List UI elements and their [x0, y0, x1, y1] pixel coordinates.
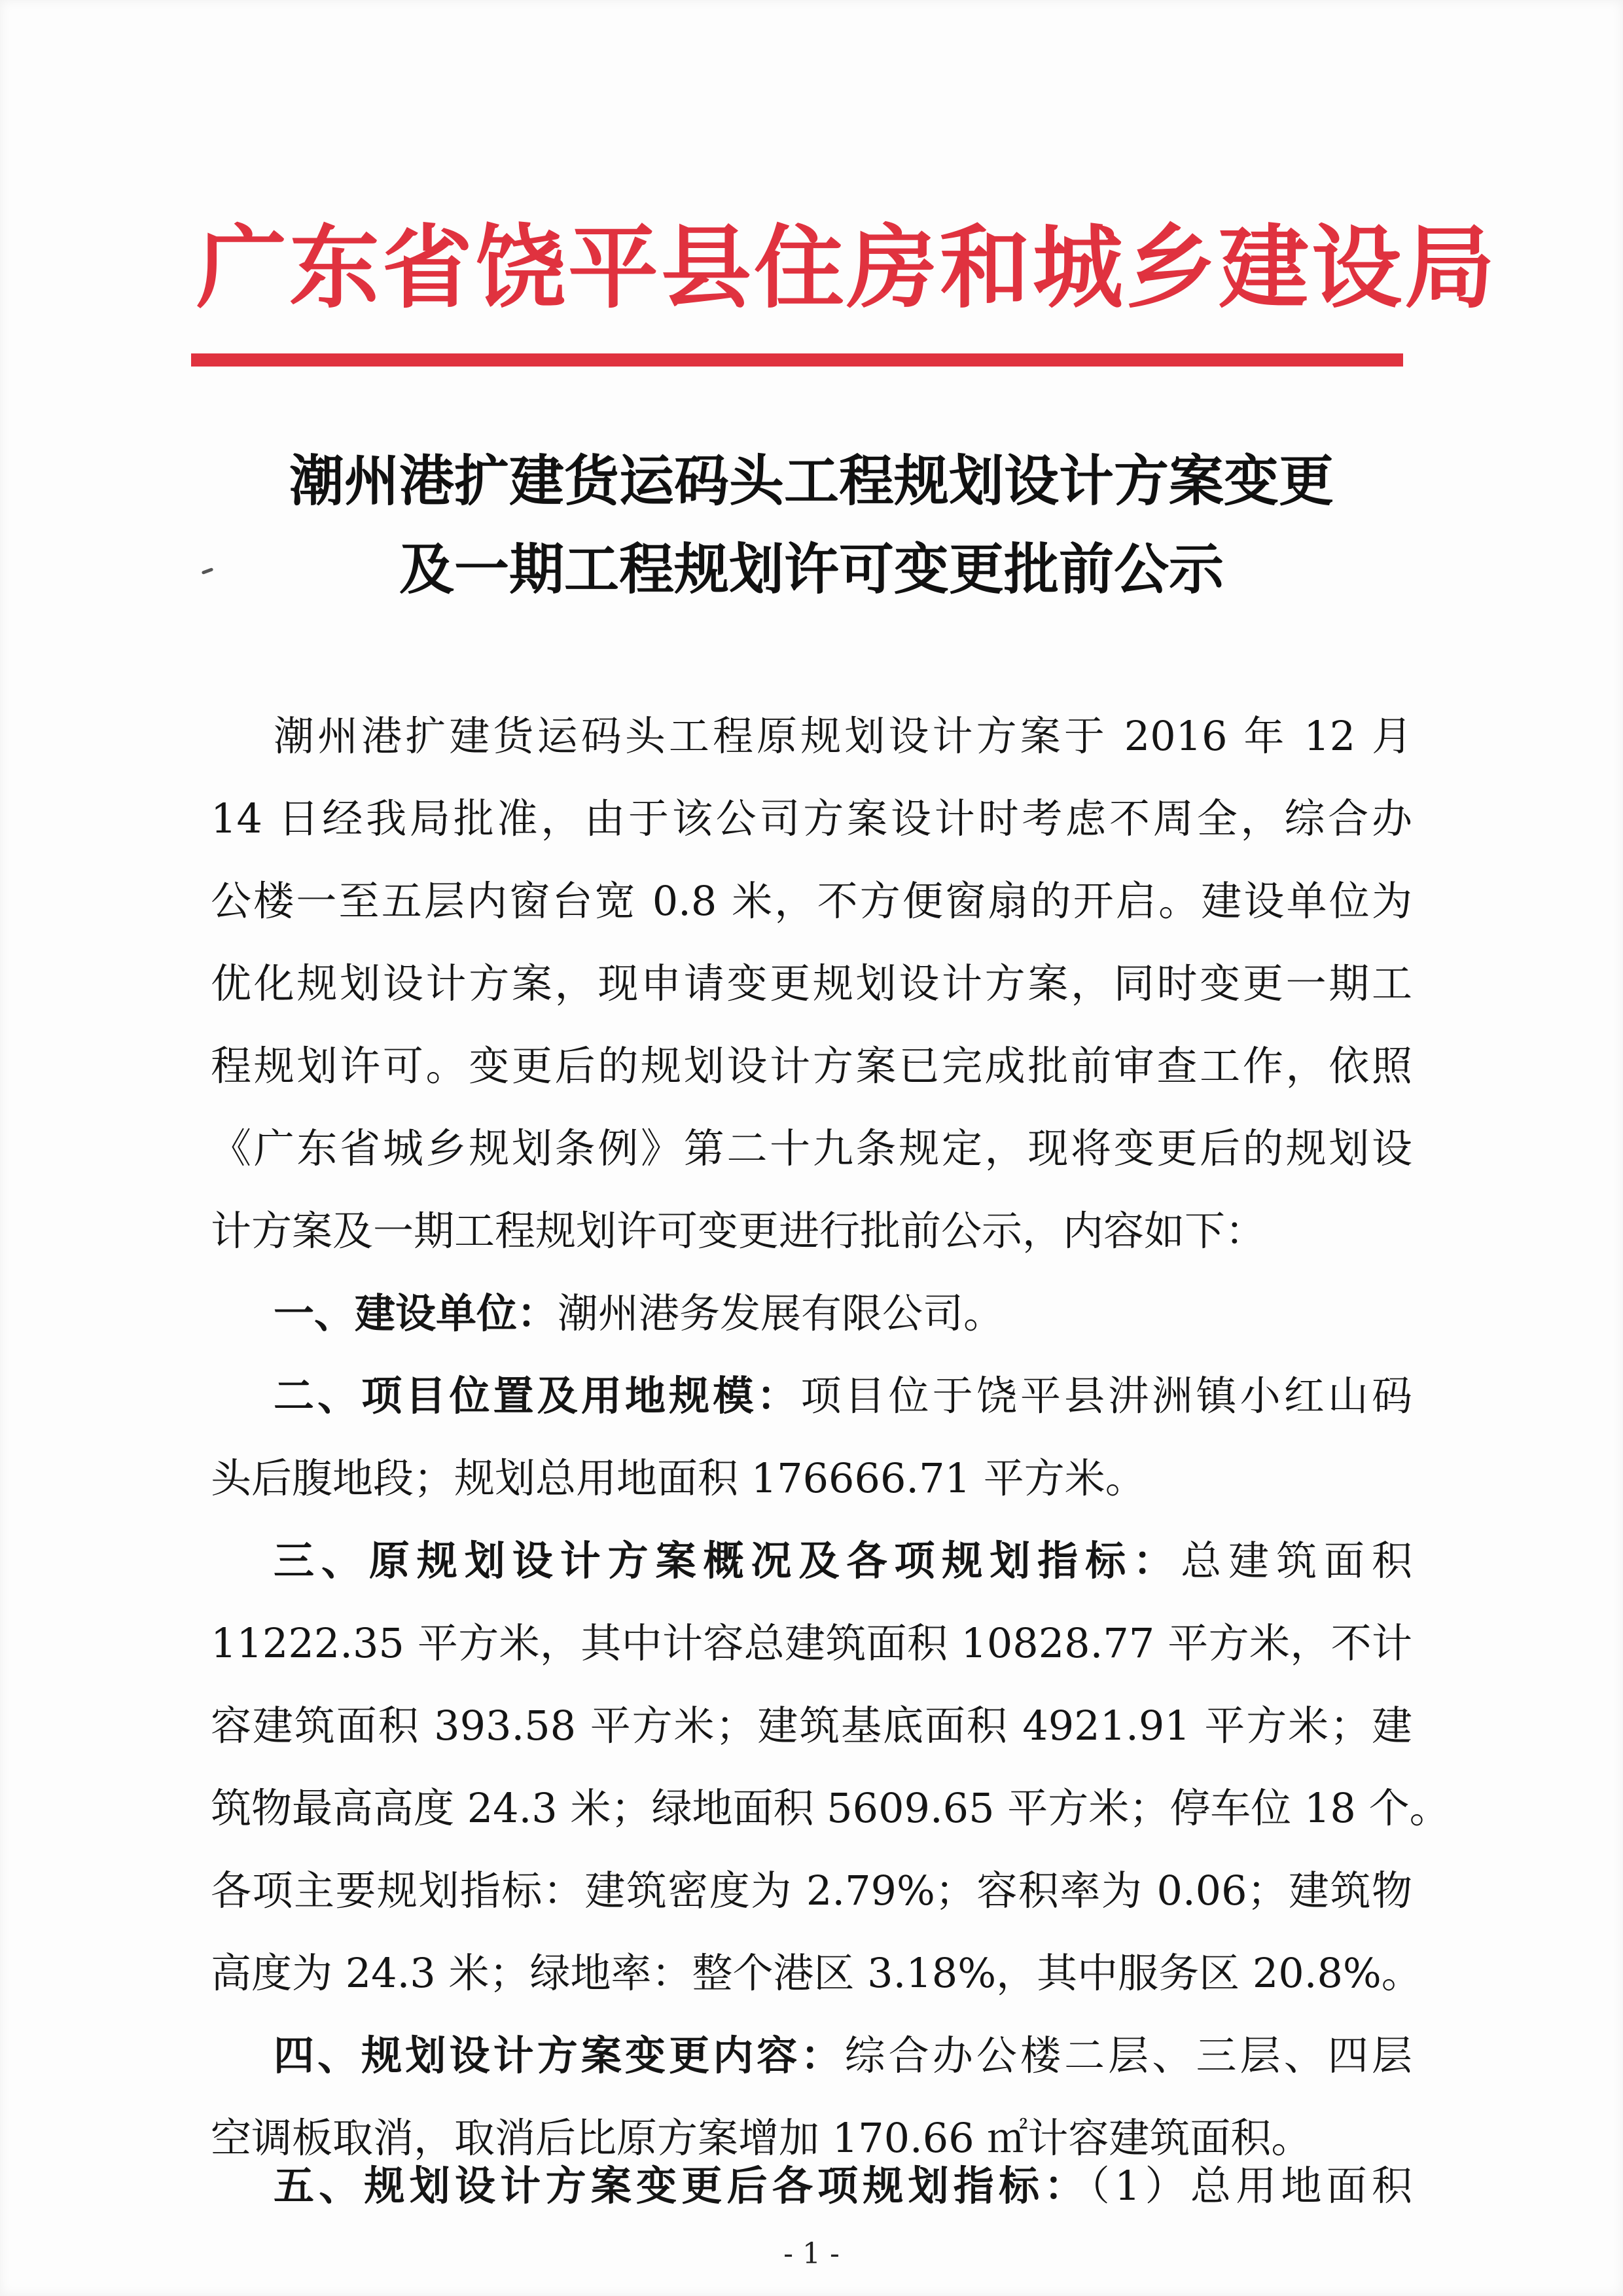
paragraph-1-line-3: 公楼一至五层内窗台宽 0.8 米，不方便窗扇的开启。建设单位为 [211, 877, 1412, 925]
section-5-line-1 [274, 2160, 1412, 2212]
section-3-line-5: 各项主要规划指标：建筑密度为 2.79%；容积率为 0.06；建筑物 [211, 1867, 1412, 1914]
section-3-line-4: 筑物最高高度 24.3 米；绿地面积 5609.65 平方米；停车位 18 个。 [211, 1784, 1450, 1832]
paragraph-1-line-4: 优化规划设计方案，现申请变更规划设计方案，同时变更一期工 [211, 960, 1412, 1007]
section-4-line-1 [274, 2030, 1412, 2082]
section-1-text: 潮州港务发展有限公司。 [558, 1289, 1005, 1337]
red-header-rule [191, 353, 1403, 367]
section-1-line-1 [274, 1287, 1412, 1340]
paragraph-1-line-6: 《广东省城乡规划条例》第二十九条规定，现将变更后的规划设 [211, 1124, 1412, 1172]
section-3-line-2: 11222.35 平方米，其中计容总建筑面积 10828.77 平方米，不计 [211, 1619, 1412, 1667]
section-5-heading: 五、规划设计方案变更后各项规划指标： [274, 2162, 1090, 2210]
page-number: - 1 - [783, 2237, 840, 2270]
section-4-text: 综合办公楼二层、三层、四层 [844, 2032, 1412, 2079]
paragraph-1-line-5: 程规划许可。变更后的规划设计方案已完成批前审查工作，依照 [211, 1042, 1412, 1090]
section-3-text: 总建筑面积 [1181, 1537, 1412, 1585]
section-3-line-6: 高度为 24.3 米；绿地率：整个港区 3.18%，其中服务区 20.8%。 [211, 1949, 1422, 1997]
paragraph-1-line-1: 潮州港扩建货运码头工程原规划设计方案于 2016 年 12 月 [274, 712, 1412, 760]
section-2-text: 项目位于饶平县汫洲镇小红山码 [800, 1372, 1412, 1420]
section-4-heading: 四、规划设计方案变更内容： [274, 2032, 845, 2079]
section-4-line-2: 空调板取消，取消后比原方案增加 170.66 ㎡计容建筑面积。 [211, 2114, 1312, 2162]
paragraph-1-line-7: 计方案及一期工程规划许可变更进行批前公示，内容如下： [211, 1207, 1266, 1255]
section-2-line-2: 头后腹地段；规划总用地面积 176666.71 平方米。 [211, 1454, 1146, 1502]
section-3-line-1 [274, 1535, 1412, 1587]
issuer-header: 广东省饶平县住房和城乡建设局 [196, 215, 1498, 321]
section-3-line-3: 容建筑面积 393.58 平方米；建筑基底面积 4921.91 平方米；建 [211, 1702, 1412, 1749]
section-3-heading: 三、原规划设计方案概况及各项规划指标： [274, 1537, 1181, 1585]
section-2-heading: 二、项目位置及用地规模： [274, 1372, 801, 1420]
section-2-line-1 [274, 1370, 1412, 1422]
paragraph-1-line-2: 14 日经我局批准，由于该公司方案设计时考虑不周全，综合办 [211, 795, 1412, 842]
document-title-line-2: 及一期工程规划许可变更批前公示 [399, 537, 1224, 601]
section-1-heading: 一、建设单位： [274, 1289, 558, 1337]
document-title-line-1: 潮州港扩建货运码头工程规划设计方案变更 [289, 448, 1334, 513]
section-5-text: （1）总用地面积 [1089, 2162, 1412, 2210]
